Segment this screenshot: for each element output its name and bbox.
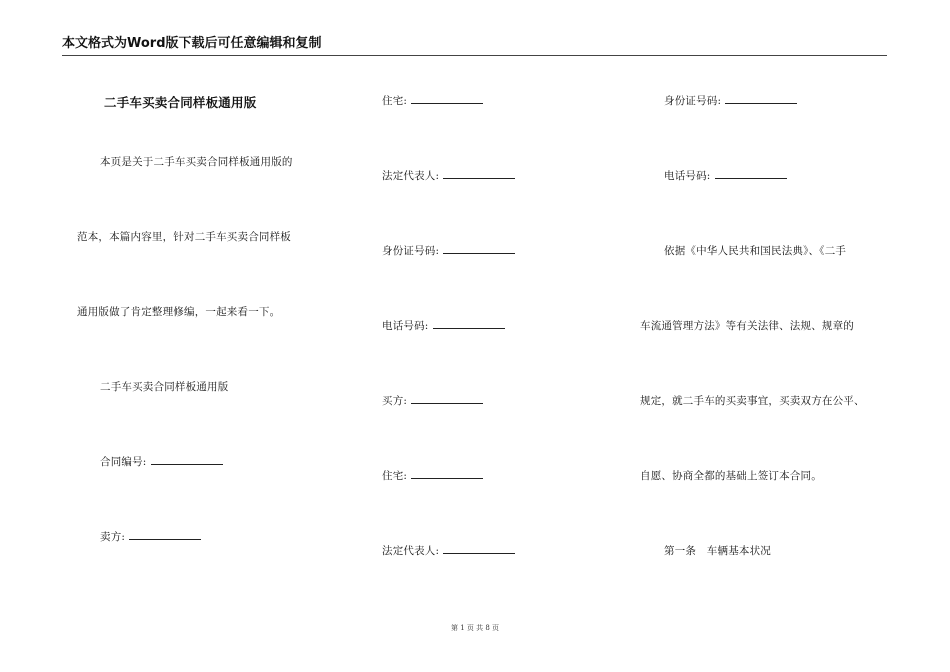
buyer-phone-field bbox=[664, 168, 787, 183]
buyer-field bbox=[382, 393, 483, 408]
buyer-id-blank bbox=[725, 94, 797, 104]
basis-line-4: 自愿、协商全都的基础上签订本合同。 bbox=[640, 470, 822, 482]
contract-number-field bbox=[100, 454, 223, 469]
page-header: 本文格式为Word版下载后可任意编辑和复制 bbox=[62, 36, 887, 56]
seller-blank bbox=[129, 530, 201, 540]
buyer-phone-label: 电话号码: bbox=[664, 170, 711, 182]
seller-id-blank bbox=[443, 244, 515, 254]
buyer-label: 买方: bbox=[382, 395, 408, 407]
seller-phone-blank bbox=[433, 319, 505, 329]
buyer-legal-rep-field bbox=[382, 543, 515, 558]
basis-line-2: 车流通管理方法》等有关法律、法规、规章的 bbox=[640, 320, 854, 332]
seller-phone-field bbox=[382, 318, 505, 333]
buyer-address-label: 住宅: bbox=[382, 470, 408, 482]
buyer-address-field bbox=[382, 468, 483, 483]
seller-legal-rep-blank bbox=[443, 169, 515, 179]
buyer-address-blank bbox=[411, 469, 483, 479]
seller-id-field bbox=[382, 243, 515, 258]
seller-address-label: 住宅: bbox=[382, 95, 408, 107]
intro-line-1: 本页是关于二手车买卖合同样板通用版的 bbox=[100, 156, 293, 168]
seller-address-field bbox=[382, 93, 483, 108]
seller-legal-rep-field bbox=[382, 168, 515, 183]
intro-line-2: 范本，本篇内容里，针对二手车买卖合同样板 bbox=[77, 231, 291, 243]
buyer-blank bbox=[411, 394, 483, 404]
basis-line-1: 依据《中华人民共和国民法典》、《二手 bbox=[664, 245, 847, 257]
basis-line-3: 规定，就二手车的买卖事宜，买卖双方在公平、 bbox=[640, 395, 865, 407]
article-1-heading: 第一条 车辆基本状况 bbox=[664, 545, 771, 557]
seller-field bbox=[100, 529, 201, 544]
contract-number-label: 合同编号: bbox=[100, 456, 147, 468]
contract-number-blank bbox=[151, 455, 223, 465]
buyer-phone-blank bbox=[715, 169, 787, 179]
seller-label: 卖方: bbox=[100, 531, 126, 543]
seller-phone-label: 电话号码: bbox=[382, 320, 429, 332]
intro-line-3: 通用版做了肯定整理修编，一起来看一下。 bbox=[77, 306, 281, 318]
buyer-id-label: 身份证号码: bbox=[664, 95, 722, 107]
buyer-id-field bbox=[664, 93, 797, 108]
contract-subtitle: 二手车买卖合同样板通用版 bbox=[100, 381, 229, 393]
page-footer: 第 1 页 共 8 页 bbox=[450, 624, 500, 632]
seller-address-blank bbox=[411, 94, 483, 104]
seller-legal-rep-label: 法定代表人: bbox=[382, 170, 440, 182]
buyer-legal-rep-blank bbox=[443, 544, 515, 554]
buyer-legal-rep-label: 法定代表人: bbox=[382, 545, 440, 557]
seller-id-label: 身份证号码: bbox=[382, 245, 440, 257]
document-title: 二手车买卖合同样板通用版 bbox=[104, 95, 257, 110]
